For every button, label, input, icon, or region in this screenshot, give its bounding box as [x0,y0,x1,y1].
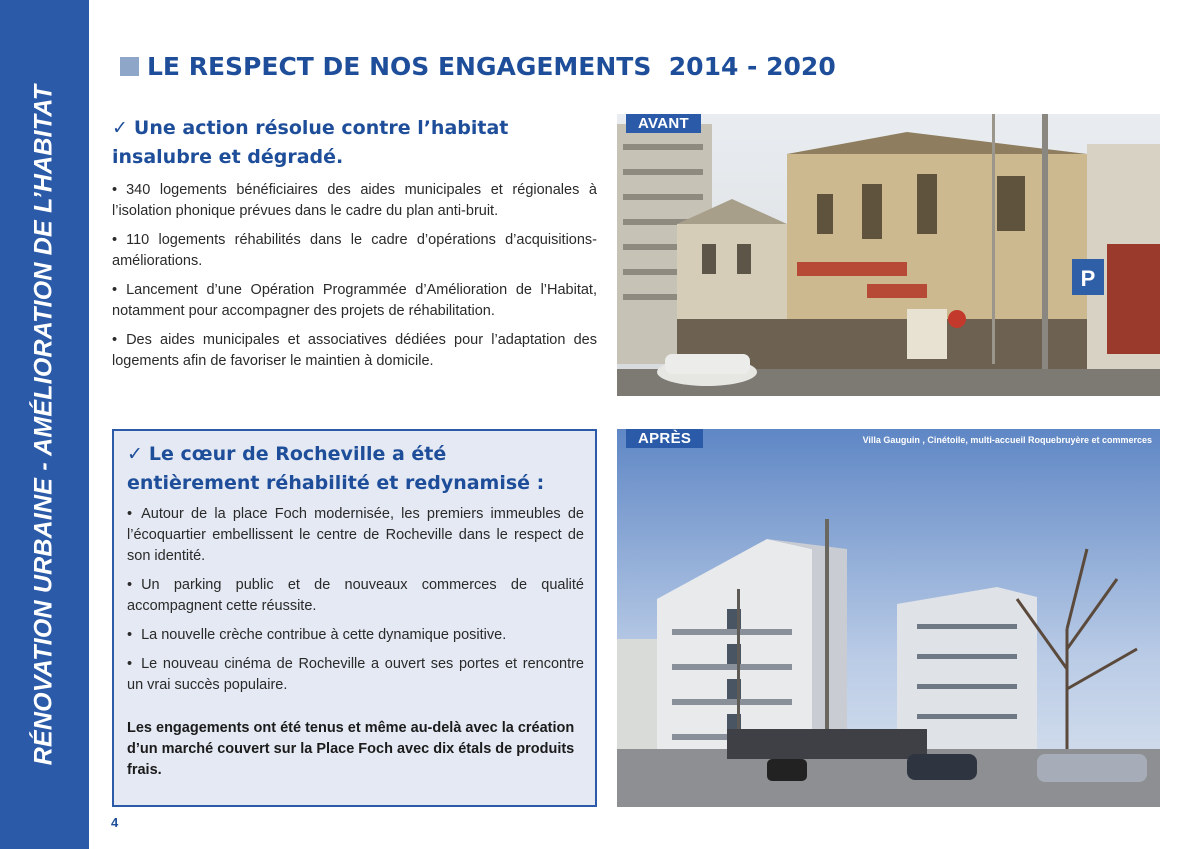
bullet-icon: • [127,577,133,593]
list-item [127,504,584,567]
bullet-icon: • [112,232,118,248]
list-item-text: La nouvelle crèche contribue à cette dynamique positive. [141,627,507,643]
bullet-icon: • [112,282,118,298]
list-item-text: Un parking public et de nouveaux commerces de qualité accompagnent cette réussite. [127,577,584,614]
section-habitat [112,114,597,380]
section-rocheville-box [112,429,597,807]
bullet-icon: • [127,506,133,522]
conclusion-text: Les engagements ont été tenus et même au-delà avec la création d’un marché couvert sur la Place Foch avec dix étals de produits frais. [127,720,575,778]
section-rocheville-heading [127,440,584,498]
photo-after-caption: Villa Gauguin , Cinétoile, multi-accueil Roquebruyère et commerces [862,435,1152,445]
photo-after [617,429,1160,807]
checkmark-icon: ✓ [112,117,128,139]
list-item-text: 110 logements réhabilités dans le cadre d’opérations d’acquisitions-améliorations. [112,232,597,269]
section-habitat-heading [112,114,597,172]
list-item [112,330,597,372]
photo-after-illustration [617,429,1160,807]
list-item-text: 340 logements bénéficiaires des aides municipales et régionales à l’isolation phonique prévues dans le cadre du plan anti-bruit. [112,182,597,219]
list-item [112,280,597,322]
sidebar-vertical-title: RÉNOVATION URBAINE - AMÉLIORATION DE L’HABITAT [29,84,58,766]
bullet-icon: • [127,627,133,643]
photo-before [617,114,1160,396]
list-item-text: Des aides municipales et associatives dédiées pour l’adaptation des logements afin de favoriser le maintien à domicile. [112,332,597,369]
list-item [127,625,584,646]
list-item [112,180,597,222]
list-item-text: Lancement d’une Opération Programmée d’Amélioration de l’Habitat, notamment pour accompagner des projets de réhabilitation. [112,282,597,319]
sidebar-band [0,0,89,849]
list-item [127,654,584,696]
list-item-text: Autour de la place Foch modernisée, les premiers immeubles de l’écoquartier embellissent le centre de Rocheville dans le respect de son identité. [127,506,584,564]
photo-after-label: APRÈS [626,429,703,448]
square-bullet-icon [120,57,139,76]
section-habitat-list [112,180,597,372]
section-habitat-heading-text: Une action résolue contre l’habitat insalubre et dégradé. [112,117,509,168]
list-item [112,230,597,272]
bullet-icon: • [127,656,133,672]
section-rocheville-heading-text: Le cœur de Rocheville a été entièrement réhabilité et redynamisé : [127,443,545,494]
parking-sign-letter: P [1080,266,1096,291]
list-item-text: Le nouveau cinéma de Rocheville a ouvert ses portes et rencontre un vrai succès populaire. [127,656,584,693]
bullet-icon: • [112,182,118,198]
photo-before-label: AVANT [626,114,701,133]
photo-before-illustration [617,114,1160,396]
section-rocheville-list [127,504,584,696]
page-title-text: LE RESPECT DE NOS ENGAGEMENTS 2014 - 2020 [147,51,836,81]
page-number: 4 [111,815,119,830]
list-item [127,575,584,617]
page-title [120,50,836,82]
checkmark-icon: ✓ [127,443,143,465]
bullet-icon: • [112,332,118,348]
